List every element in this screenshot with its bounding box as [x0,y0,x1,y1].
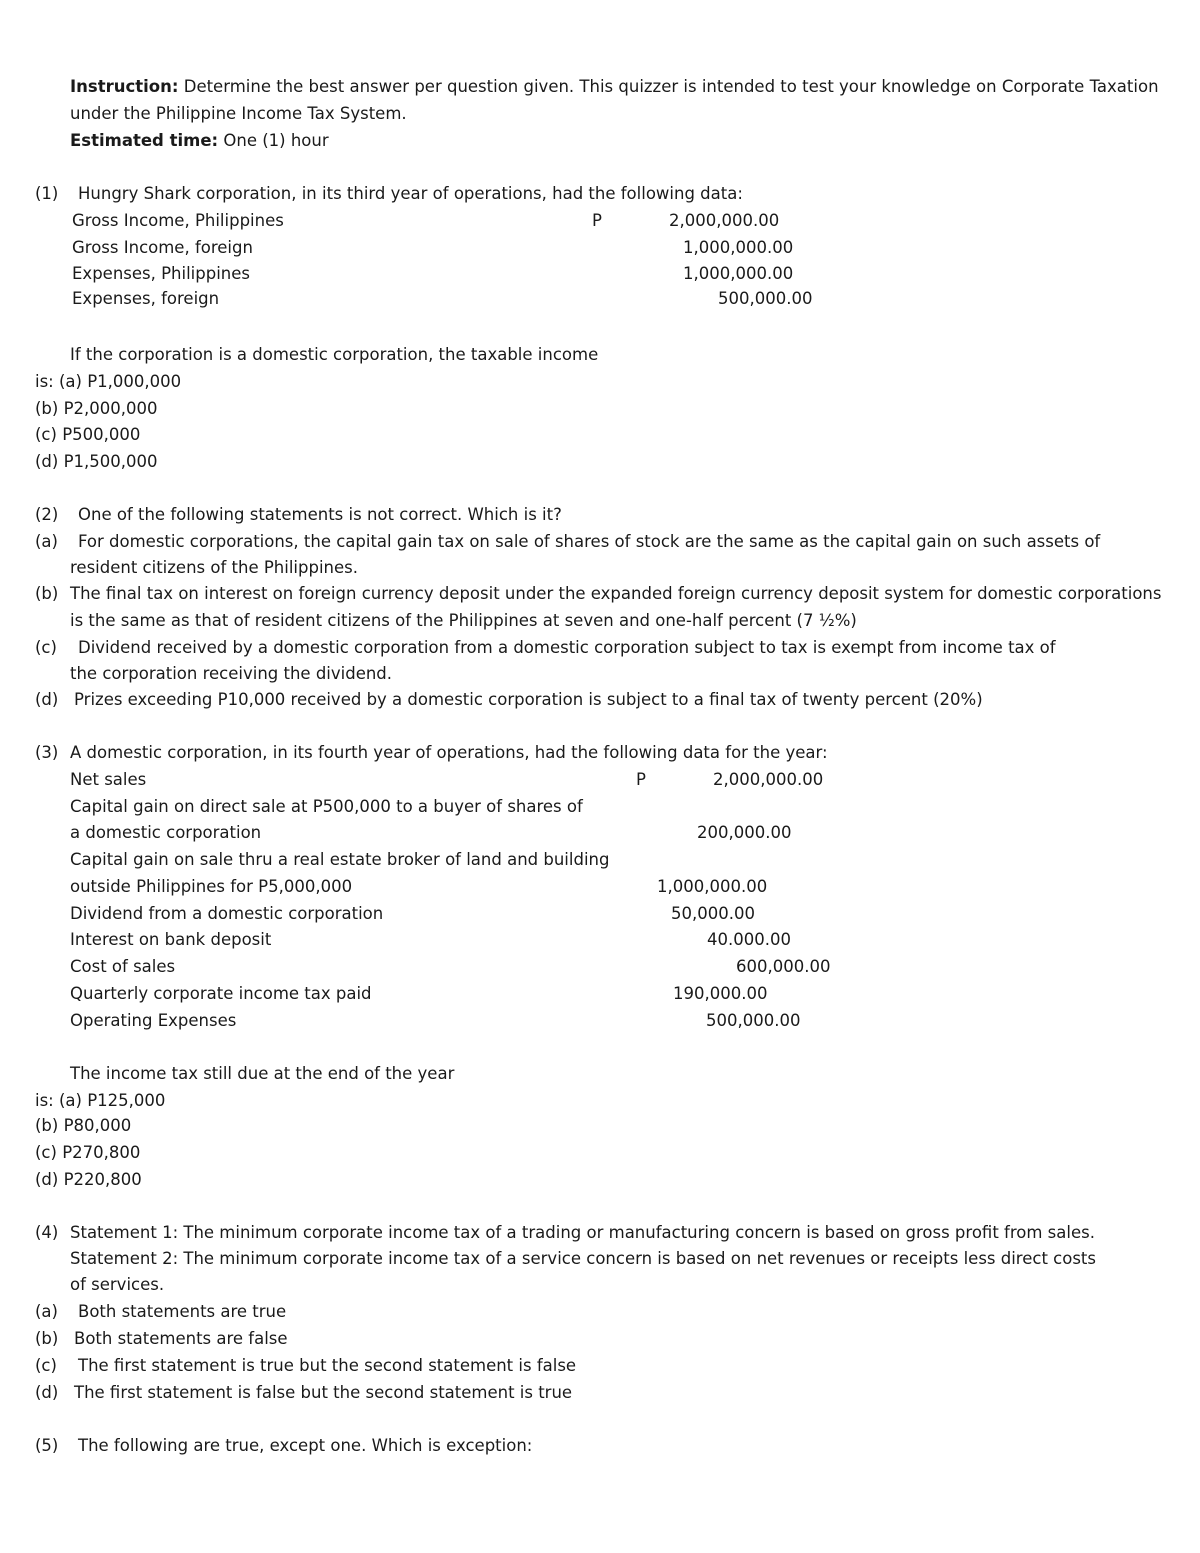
q3-row-label: Operating Expenses [70,1011,237,1030]
q2-choice-d-label[interactable]: (d) [35,690,59,709]
q4-number: (4) [35,1223,59,1242]
q3-choice-a[interactable]: is: (a) P125,000 [35,1091,166,1110]
q3-row-label: Interest on bank deposit [70,930,272,949]
q2-choice-c-label[interactable]: (c) [35,638,57,657]
q1-choice-a[interactable]: is: (a) P1,000,000 [35,372,182,391]
q3-row-label: Cost of sales [70,957,176,976]
q1-row-amount: 1,000,000.00 [683,264,794,283]
q2-number: (2) [35,505,59,524]
q3-row-amount: 600,000.00 [736,957,831,976]
q3-row-label: Capital gain on sale thru a real estate broker of land and building [70,850,610,869]
q1-row-label: Expenses, Philippines [72,264,251,283]
q4-choice-a-label[interactable]: (a) [35,1302,58,1321]
q1-row-amount: 2,000,000.00 [669,211,780,230]
q3-row-amount: 50,000.00 [671,904,755,923]
q1-question: If the corporation is a domestic corporation, the taxable income [70,345,599,364]
q4-statement-1: Statement 1: The minimum corporate income tax of a trading or manufacturing concern is based on gross profit from sales. [70,1223,1095,1242]
q2-choice-a-text-continued: resident citizens of the Philippines. [70,558,358,577]
q5-stem: The following are true, except one. Which is exception: [78,1436,533,1455]
q1-row-label: Gross Income, Philippines [72,211,284,230]
q1-currency: P [592,211,602,230]
q5-number: (5) [35,1436,59,1455]
q3-row-label: Net sales [70,770,147,789]
q4-choice-d-label[interactable]: (d) [35,1383,59,1402]
q3-row-amount: 200,000.00 [697,823,792,842]
q1-stem: Hungry Shark corporation, in its third year of operations, had the following data: [78,184,743,203]
q4-choice-c-label[interactable]: (c) [35,1356,57,1375]
q2-choice-a-text: For domestic corporations, the capital gain tax on sale of shares of stock are the same as the capital gain on such assets of [78,532,1101,551]
q3-row-label: outside Philippines for P5,000,000 [70,877,353,896]
instruction-text-continued: under the Philippine Income Tax System. [70,104,407,123]
q1-row-label: Expenses, foreign [72,289,220,308]
q1-row-amount: 1,000,000.00 [683,238,794,257]
q3-row-label: a domestic corporation [70,823,262,842]
q1-choice-c[interactable]: (c) P500,000 [35,425,141,444]
q3-row-amount: 2,000,000.00 [713,770,824,789]
q3-row-amount: 1,000,000.00 [657,877,768,896]
q3-currency: P [636,770,646,789]
q3-choice-b[interactable]: (b) P80,000 [35,1116,132,1135]
q2-stem: One of the following statements is not correct. Which is it? [78,505,562,524]
estimated-time-line [70,131,329,151]
q2-choice-b-text-continued: is the same as that of resident citizens of the Philippines at seven and one-half percent (7 ½%) [70,611,857,630]
q4-choice-b-text: Both statements are false [74,1329,288,1348]
q3-row-label: Quarterly corporate income tax paid [70,984,372,1003]
q1-choice-d[interactable]: (d) P1,500,000 [35,452,158,471]
q4-choice-b-label[interactable]: (b) [35,1329,59,1348]
instruction-line [70,77,1159,97]
q4-choice-a-text: Both statements are true [78,1302,287,1321]
q2-choice-c-text: Dividend received by a domestic corporation from a domestic corporation subject to tax is exempt from income tax of [78,638,1056,657]
instruction-text: Determine the best answer per question given. This quizzer is intended to test your knowledge on Corporate Taxation [183,77,1159,96]
q3-row-label: Capital gain on direct sale at P500,000 to a buyer of shares of [70,797,583,816]
q4-statement-2: Statement 2: The minimum corporate income tax of a service concern is based on net revenues or receipts less direct costs [70,1249,1096,1268]
q3-choice-d[interactable]: (d) P220,800 [35,1170,142,1189]
q3-number: (3) [35,743,59,762]
q2-choice-b-label[interactable]: (b) [35,584,59,603]
q3-row-amount: 40.000.00 [707,930,791,949]
q3-question: The income tax still due at the end of the year [70,1064,455,1083]
q2-choice-a-label[interactable]: (a) [35,532,58,551]
q2-choice-c-text-continued: the corporation receiving the dividend. [70,664,393,683]
q3-stem: A domestic corporation, in its fourth year of operations, had the following data for the year: [70,743,828,762]
q1-row-amount: 500,000.00 [718,289,813,308]
q3-row-label: Dividend from a domestic corporation [70,904,384,923]
q1-number: (1) [35,184,59,203]
q4-choice-d-text: The first statement is false but the second statement is true [74,1383,573,1402]
q1-row-label: Gross Income, foreign [72,238,253,257]
q1-choice-b[interactable]: (b) P2,000,000 [35,399,158,418]
q2-choice-b-text: The final tax on interest on foreign currency deposit under the expanded foreign currency deposit system for domestic corporations [70,584,1162,603]
instruction-label: Instruction: [70,77,179,96]
q3-row-amount: 500,000.00 [706,1011,801,1030]
q3-choice-c[interactable]: (c) P270,800 [35,1143,141,1162]
q4-choice-c-text: The first statement is true but the second statement is false [78,1356,577,1375]
estimated-time-label: Estimated time: [70,131,219,150]
q4-statement-2-continued: of services. [70,1275,165,1294]
q2-choice-d-text: Prizes exceeding P10,000 received by a domestic corporation is subject to a final tax of twenty percent (20%) [74,690,983,709]
q3-row-amount: 190,000.00 [673,984,768,1003]
estimated-time-value: One (1) hour [223,131,329,150]
